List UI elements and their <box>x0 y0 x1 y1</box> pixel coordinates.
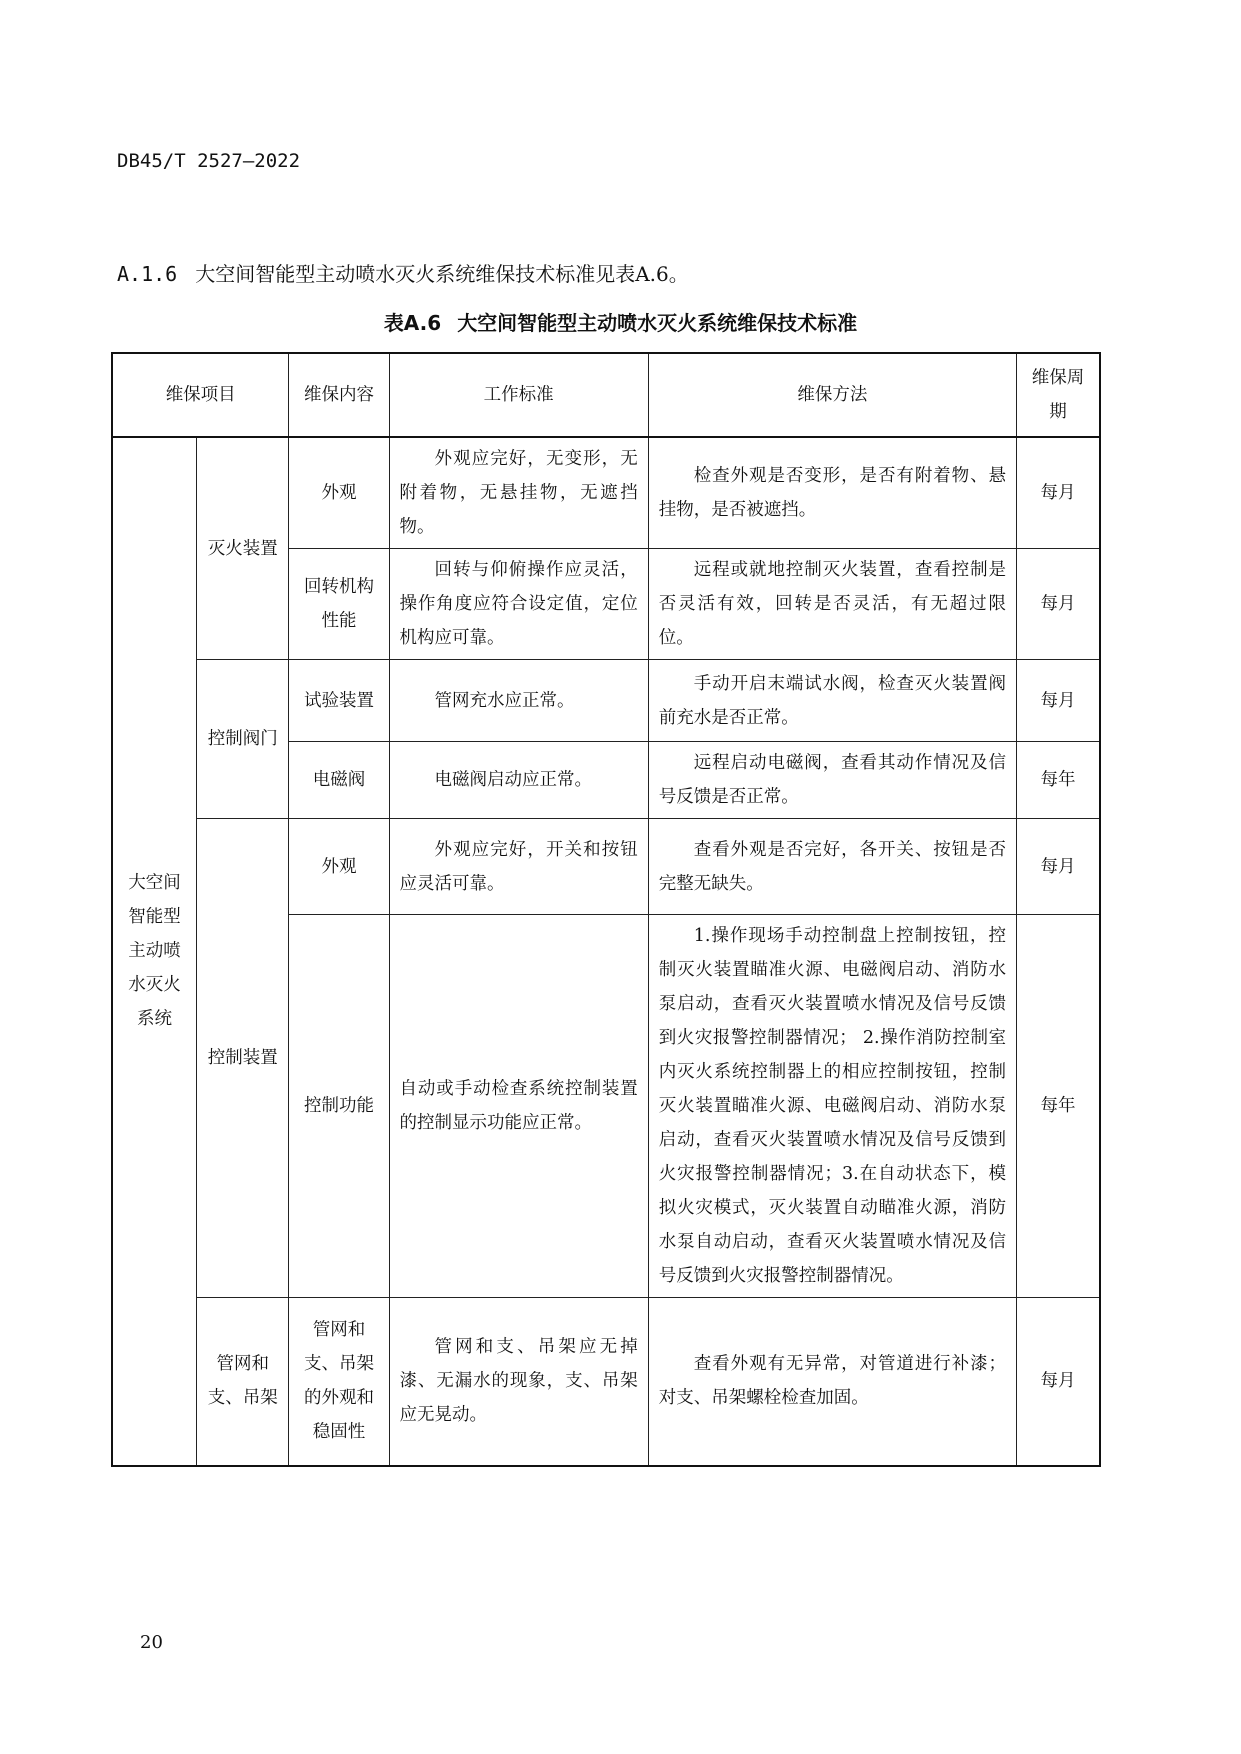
method-cell: 手动开启末端试水阀，检查灭火装置阀前充水是否正常。 <box>648 660 1016 742</box>
standard-cell: 管网和支、吊架应无掉漆、无漏水的现象，支、吊架应无晃动。 <box>389 1298 648 1466</box>
standard-cell: 外观应完好，开关和按钮应灵活可靠。 <box>389 819 648 915</box>
content-cell: 电磁阀 <box>289 742 389 819</box>
standard-cell: 回转与仰俯操作应灵活，操作角度应符合设定值，定位机构应可靠。 <box>389 549 648 660</box>
standard-cell: 管网充水应正常。 <box>389 660 648 742</box>
period-cell: 每月 <box>1017 1298 1100 1466</box>
method-cell: 1.操作现场手动控制盘上控制按钮，控制灭火装置瞄准火源、电磁阀启动、消防水泵启动，查看灭火装置喷水情况及信号反馈到火灾报警控制器情况； 2.操作消防控制室内灭火系统控制器上的相应控制按钮，控制灭火装置瞄准火源、电磁阀启动、消防水泵启动，查看灭火装置喷水情况及信号反馈到火灾报警控制器情况；3.在自动状态下，模拟火灾模式，灭火装置自动瞄准火源，消防水泵自动启动，查看灭火装置喷水情况及信号反馈到火灾报警控制器情况。 <box>648 915 1016 1298</box>
header-item: 维保项目 <box>112 353 289 437</box>
content-cell: 外观 <box>289 819 389 915</box>
header-content: 维保内容 <box>289 353 389 437</box>
content-cell: 控制功能 <box>289 915 389 1298</box>
method-cell: 远程启动电磁阀，查看其动作情况及信号反馈是否正常。 <box>648 742 1016 819</box>
content-cell: 回转机构性能 <box>289 549 389 660</box>
group-name-cell: 控制装置 <box>197 819 289 1298</box>
table-row <box>112 660 1100 742</box>
group-name-cell: 管网和支、吊架 <box>197 1298 289 1466</box>
period-cell: 每月 <box>1017 437 1100 549</box>
standard-cell: 外观应完好，无变形，无附着物，无悬挂物，无遮挡物。 <box>389 437 648 549</box>
method-cell: 查看外观有无异常，对管道进行补漆；对支、吊架螺栓检查加固。 <box>648 1298 1016 1466</box>
table-header-row <box>112 353 1100 437</box>
group-name-cell: 灭火装置 <box>197 437 289 660</box>
page-number: 20 <box>140 1632 163 1653</box>
method-cell: 远程或就地控制灭火装置，查看控制是否灵活有效，回转是否灵活，有无超过限位。 <box>648 549 1016 660</box>
content-cell: 外观 <box>289 437 389 549</box>
table-row <box>112 1298 1100 1466</box>
system-name-cell: 大空间智能型主动喷水灭火系统 <box>112 437 197 1466</box>
period-cell: 每月 <box>1017 549 1100 660</box>
standard-cell: 自动或手动检查系统控制装置的控制显示功能应正常。 <box>389 915 648 1298</box>
table-row <box>112 437 1100 549</box>
clause-number: A.1.6 <box>117 262 178 286</box>
method-cell: 检查外观是否变形，是否有附着物、悬挂物，是否被遮挡。 <box>648 437 1016 549</box>
clause-text: 大空间智能型主动喷水灭火系统维保技术标准见表A.6。 <box>195 262 689 286</box>
table-number: 表A.6 <box>383 311 442 335</box>
header-period: 维保周期 <box>1017 353 1100 437</box>
method-cell: 查看外观是否完好，各开关、按钮是否完整无缺失。 <box>648 819 1016 915</box>
maintenance-standard-table <box>111 352 1101 1467</box>
period-cell: 每年 <box>1017 915 1100 1298</box>
period-cell: 每月 <box>1017 819 1100 915</box>
header-standard: 工作标准 <box>389 353 648 437</box>
table-caption <box>0 307 1241 336</box>
table-title: 大空间智能型主动喷水灭火系统维保技术标准 <box>457 311 858 335</box>
standard-cell: 电磁阀启动应正常。 <box>389 742 648 819</box>
header-method: 维保方法 <box>648 353 1016 437</box>
document-code: DB45/T 2527—2022 <box>117 150 301 172</box>
content-cell: 试验装置 <box>289 660 389 742</box>
group-name-cell: 控制阀门 <box>197 660 289 819</box>
clause-paragraph <box>117 258 689 287</box>
content-cell: 管网和支、吊架的外观和稳固性 <box>289 1298 389 1466</box>
period-cell: 每年 <box>1017 742 1100 819</box>
table-row <box>112 819 1100 915</box>
period-cell: 每月 <box>1017 660 1100 742</box>
